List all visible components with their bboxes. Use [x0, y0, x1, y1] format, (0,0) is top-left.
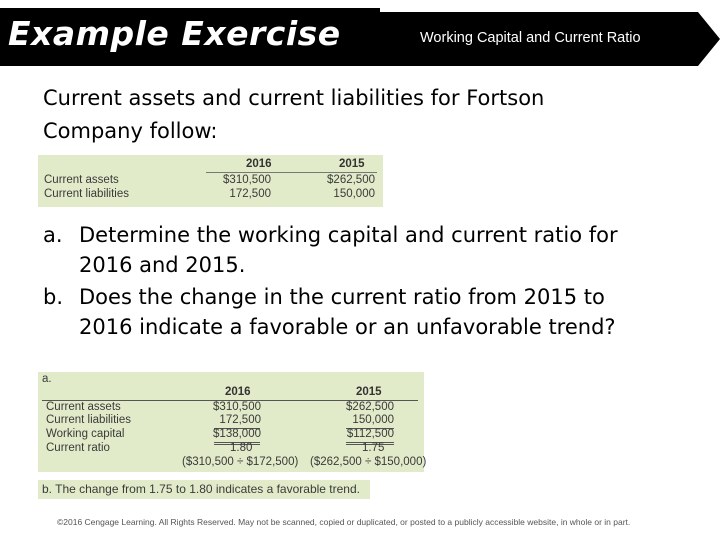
- slide-title: Example Exercise: [8, 14, 341, 53]
- given-data-table: [38, 155, 383, 207]
- formula-2015: ($262,500 ÷ $150,000): [310, 456, 427, 468]
- intro-line-1: Current assets and current liabilities for Fortson: [43, 86, 545, 110]
- column-header-2015: 2015: [356, 386, 382, 398]
- column-header-2015: 2015: [339, 158, 365, 170]
- question-text-line: 2016 indicate a favorable or an unfavorable trend?: [79, 315, 616, 339]
- cell-current-liabilities-2015: 150,000: [352, 414, 394, 426]
- row-label-current-liabilities: Current liabilities: [44, 188, 130, 200]
- cell-current-assets-2015: $262,500: [327, 174, 375, 186]
- row-label-current-liabilities: Current liabilities: [46, 414, 132, 426]
- question-a: [43, 220, 683, 280]
- question-text-line: Does the change in the current ratio from 2015 to: [79, 285, 605, 309]
- copyright-notice: ©2016 Cengage Learning. All Rights Reserved. May not be scanned, copied or duplicated, or posted to a publicly accessible website, in whole or in part.: [57, 517, 631, 527]
- question-b: [43, 282, 683, 342]
- question-marker: b.: [43, 285, 64, 309]
- solution-b-text: b. The change from 1.75 to 1.80 indicates a favorable trend.: [42, 482, 360, 496]
- question-text-line: 2016 and 2015.: [79, 253, 246, 277]
- cell-working-capital-2015: $112,500: [346, 428, 394, 440]
- cell-current-liabilities-2015: 150,000: [333, 188, 375, 200]
- row-label-current-ratio: Current ratio: [46, 442, 110, 454]
- cell-current-assets-2016: $310,500: [223, 174, 271, 186]
- column-header-2016: 2016: [225, 386, 251, 398]
- question-text-line: Determine the working capital and current ratio for: [79, 223, 618, 247]
- column-header-2016: 2016: [246, 158, 272, 170]
- cell-current-ratio-2015: 1.75: [362, 442, 385, 454]
- solution-b-box: [38, 480, 370, 499]
- cell-current-assets-2015: $262,500: [346, 401, 394, 413]
- cell-current-ratio-2016: 1.80: [230, 442, 253, 454]
- row-label-working-capital: Working capital: [46, 428, 125, 440]
- solution-part-label: a.: [42, 373, 52, 385]
- intro-paragraph: [43, 82, 663, 148]
- cell-current-assets-2016: $310,500: [213, 401, 261, 413]
- question-marker: a.: [43, 223, 63, 247]
- cell-current-liabilities-2016: 172,500: [229, 188, 271, 200]
- row-label-current-assets: Current assets: [46, 401, 121, 413]
- question-list: [43, 220, 683, 344]
- header-rule: [206, 172, 377, 173]
- row-label-current-assets: Current assets: [44, 174, 119, 186]
- intro-line-2: Company follow:: [43, 119, 218, 143]
- solution-table: [38, 372, 427, 472]
- formula-2016: ($310,500 ÷ $172,500): [182, 456, 299, 468]
- slide-subtitle: Working Capital and Current Ratio: [420, 30, 641, 46]
- cell-working-capital-2016: $138,000: [213, 428, 261, 440]
- cell-current-liabilities-2016: 172,500: [219, 414, 261, 426]
